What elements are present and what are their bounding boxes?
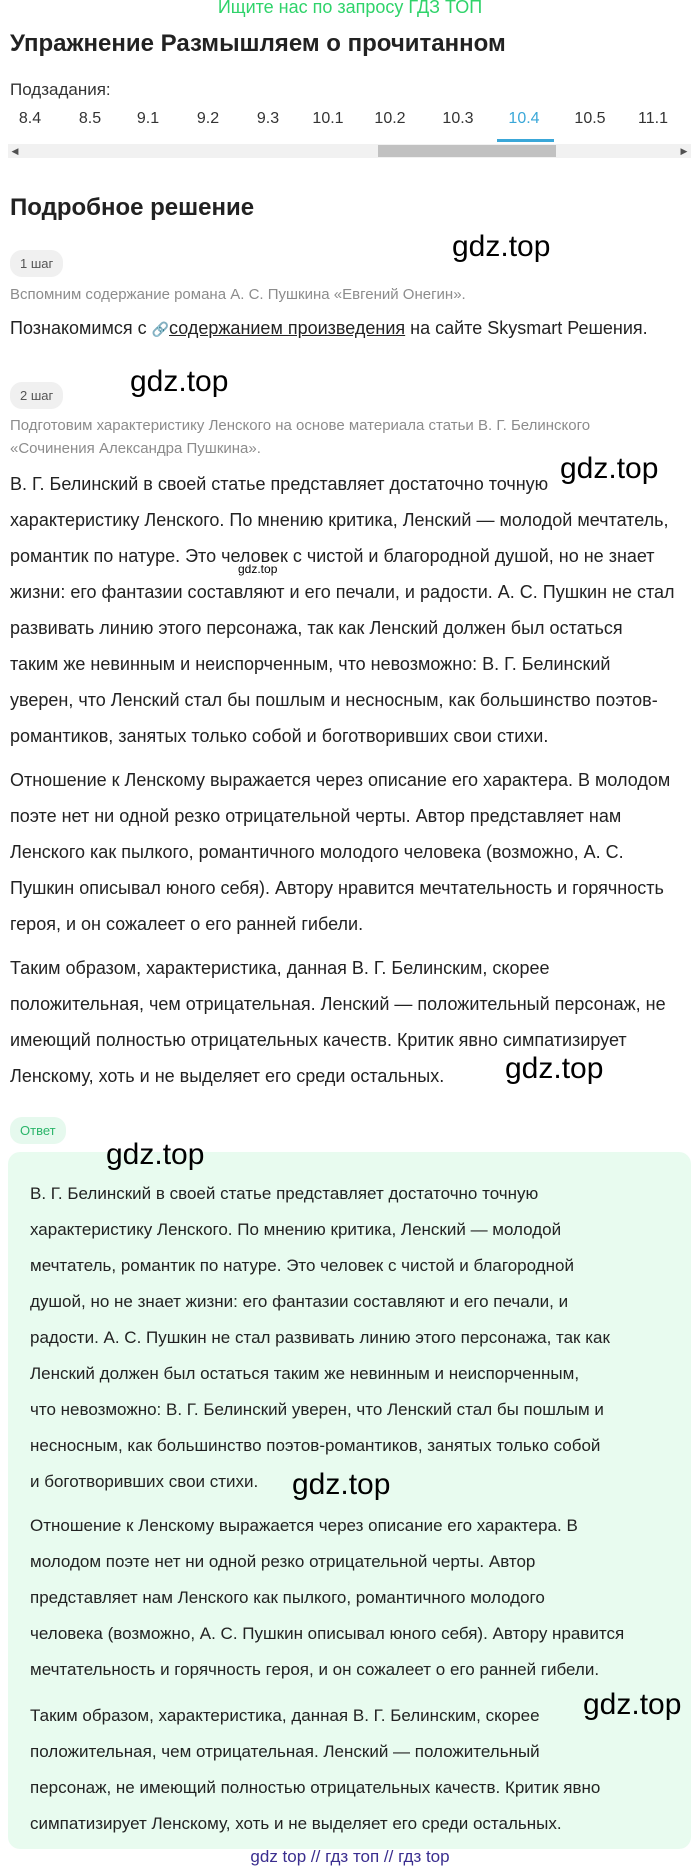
watermark: gdz.top <box>583 1688 682 1721</box>
paragraph-line: Отношение к Ленскому выражается через описание его характера. В <box>30 1516 578 1535</box>
paragraph-line: положительная, чем отрицательная. Ленский — положительный персонаж, не <box>10 994 666 1014</box>
section-title: Подробное решение <box>10 194 255 221</box>
watermark: gdz.top <box>505 1052 604 1085</box>
answer-paragraph-1 <box>30 1176 670 1500</box>
paragraph-line: романтиков, занятых только собой и боготворивших свои стихи. <box>10 726 549 746</box>
paragraph-line: Ленского как пылкого, романтичного молодого человека (возможно, А. С. <box>10 842 624 862</box>
paragraph-line: радости. А. С. Пушкин не стал развивать линию этого персонажа, так как <box>30 1328 610 1347</box>
step-1-badge: 1 шаг <box>10 250 63 277</box>
scroll-left-icon[interactable]: ◀ <box>11 146 19 156</box>
step-1-text <box>10 318 648 339</box>
paragraph-line: положительная, чем отрицательная. Ленский — положительный <box>30 1742 540 1761</box>
step-2-paragraph-1 <box>10 466 692 754</box>
page-title: Упражнение Размышляем о прочитанном <box>10 30 506 57</box>
step-2-hint-line: Подготовим характеристику Ленского на основе материала статьи В. Г. Белинского <box>10 417 591 434</box>
step-2-badge: 2 шаг <box>10 382 63 409</box>
paragraph-line: уверен, что Ленский стал бы пошлым и несносным, как большинство поэтов- <box>10 690 658 710</box>
paragraph-line: характеристику Ленского. По мнению критика, Ленский — молодой <box>30 1220 562 1239</box>
answer-paragraph-3 <box>30 1698 670 1842</box>
tab-8-4[interactable]: 8.4 <box>18 110 42 127</box>
step-1-text-before: Познакомимся с <box>10 318 147 338</box>
paragraph-line: Пушкин описывал юного себя). Автору нравится мечтательность и горячность <box>10 878 664 898</box>
paragraph-line: молодом поэте нет ни одной резко отрицательной черты. Автор <box>30 1552 536 1571</box>
paragraph-line: что невозможно: В. Г. Белинский уверен, что Ленский стал бы пошлым и <box>30 1400 604 1419</box>
watermark: gdz.top <box>106 1138 205 1171</box>
watermark-small: gdz.top <box>238 562 278 576</box>
step-2-paragraph-2 <box>10 762 692 942</box>
step-1-hint: Вспомним содержание романа А. С. Пушкина «Евгений Онегин». <box>10 286 466 303</box>
tab-10-4[interactable]: 10.4 <box>508 110 540 127</box>
paragraph-line: Отношение к Ленскому выражается через описание его характера. В молодом <box>10 770 671 790</box>
link-icon: 🔗 <box>151 321 170 337</box>
watermark: gdz.top <box>560 452 659 485</box>
tab-9-3[interactable]: 9.3 <box>256 110 280 127</box>
paragraph-line: развивать линию этого персонажа, так как Ленский должен был остаться <box>10 618 623 638</box>
paragraph-line: персонаж, не имеющий полностью отрицательных качеств. Критик явно <box>30 1778 601 1797</box>
active-tab-indicator <box>497 139 554 142</box>
paragraph-line: человека (возможно, А. С. Пушкин описывал юного себя). Автору нравится <box>30 1624 625 1643</box>
paragraph-line: романтик по натуре. Это человек с чистой и благородной душой, но не знает <box>10 546 655 566</box>
tab-9-2[interactable]: 9.2 <box>196 110 220 127</box>
paragraph-line: несносным, как большинство поэтов-романтиков, занятых только собой <box>30 1436 601 1455</box>
subtasks-label: Подзадания: <box>10 80 111 99</box>
watermark: gdz.top <box>130 365 229 398</box>
watermark: gdz.top <box>452 230 551 263</box>
scroll-right-icon[interactable]: ▶ <box>680 146 688 156</box>
paragraph-line: мечтатель, романтик по натуре. Это человек с чистой и благородной <box>30 1256 574 1275</box>
paragraph-line: имеющий полностью отрицательных качеств. Критик явно симпатизирует <box>10 1030 627 1050</box>
paragraph-line: поэте нет ни одной резко отрицательной черты. Автор представляет нам <box>10 806 622 826</box>
paragraph-line: Ленский должен был остаться таким же невинным и неиспорченным, <box>30 1364 580 1383</box>
paragraph-line: Таким образом, характеристика, данная В. Г. Белинским, скорее <box>30 1706 540 1725</box>
paragraph-line: Ленскому, хоть и не выделяет его среди остальных. <box>10 1066 445 1086</box>
paragraph-line: таким же невинным и неиспорченным, что невозможно: В. Г. Белинский <box>10 654 611 674</box>
paragraph-line: симпатизирует Ленскому, хоть и не выделяет его среди остальных. <box>30 1814 562 1833</box>
tab-9-1[interactable]: 9.1 <box>136 110 160 127</box>
tab-11-1[interactable]: 11.1 <box>638 110 668 127</box>
paragraph-line: Таким образом, характеристика, данная В. Г. Белинским, скорее <box>10 958 550 978</box>
paragraph-line: В. Г. Белинский в своей статье представляет достаточно точную <box>10 474 549 494</box>
step-2-hint <box>10 414 590 460</box>
scrollbar-thumb[interactable] <box>378 145 556 157</box>
content-link[interactable]: содержанием произведения <box>169 318 406 338</box>
tabs-scrollbar[interactable] <box>8 144 691 158</box>
tab-10-3[interactable]: 10.3 <box>442 110 474 127</box>
subtask-tabs <box>0 110 700 142</box>
step-2-hint-line: «Сочинения Александра Пушкина». <box>10 440 261 457</box>
paragraph-line: героя, и он сожалеет о его ранней гибели. <box>10 914 364 934</box>
paragraph-line: характеристику Ленского. По мнению критика, Ленский — молодой мечтатель, <box>10 510 669 530</box>
watermark: gdz.top <box>292 1468 391 1501</box>
top-banner: Ищите нас по запросу ГДЗ ТОП <box>217 0 483 17</box>
step-1-text-after: на сайте Skysmart Решения. <box>410 318 648 338</box>
tab-10-1[interactable]: 10.1 <box>312 110 344 127</box>
answer-paragraph-2 <box>30 1508 670 1688</box>
paragraph-line: и боготворивших свои стихи. <box>30 1472 259 1491</box>
tab-10-2[interactable]: 10.2 <box>374 110 406 127</box>
paragraph-line: В. Г. Белинский в своей статье представляет достаточно точную <box>30 1184 539 1203</box>
answer-badge: Ответ <box>10 1117 66 1144</box>
footer-links[interactable]: gdz top // гдз топ // гдз top <box>250 1847 450 1866</box>
paragraph-line: душой, но не знает жизни: его фантазии составляют и его печали, и <box>30 1292 569 1311</box>
paragraph-line: мечтательность и горячность героя, и он сожалеет о его ранней гибели. <box>30 1660 600 1679</box>
paragraph-line: представляет нам Ленского как пылкого, романтичного молодого <box>30 1588 545 1607</box>
paragraph-line: жизни: его фантазии составляют и его печали, и радости. А. С. Пушкин не стал <box>10 582 675 602</box>
tab-10-5[interactable]: 10.5 <box>574 110 606 127</box>
tab-8-5[interactable]: 8.5 <box>78 110 102 127</box>
